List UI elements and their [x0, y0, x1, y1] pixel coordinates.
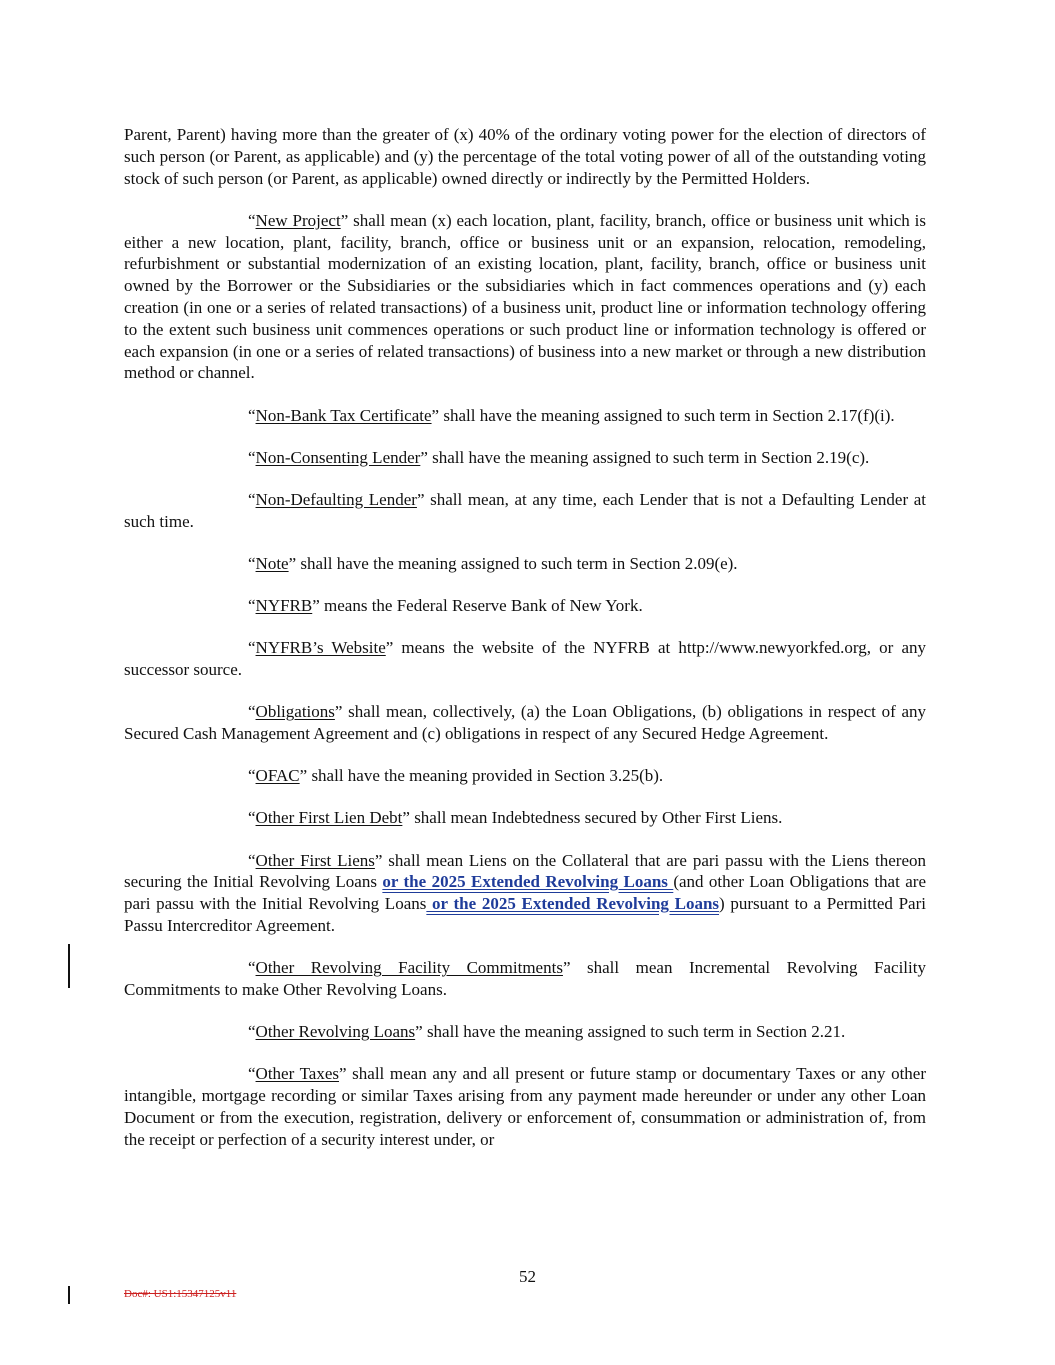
- definition-new-project: “New Project” shall mean (x) each location, plant, facility, branch, office or business unit which is either a new location, plant, facility, branch, office or business unit or an expansion, relocation, remodeling, refurbishment or substantial modernization of an existing location, plant, facility, branch, office or business unit owned by the Borrower or the Subsidiaries or the subsidiaries which in fact commences operations and (y) each creation (in one or a series of related transactions) of a business unit, product line or information technology offering to the extent such business unit commences operations or such product line or information technology is offered or each expansion (in one or a series of related transactions) of business into a new market or through a new distribution method or channel.: [124, 210, 926, 383]
- change-bar: [68, 1286, 70, 1304]
- defined-term: Other Revolving Loans: [255, 1022, 416, 1042]
- definition-other-taxes: “Other Taxes” shall mean any and all present or future stamp or documentary Taxes or any other intangible, mortgage recording or similar Taxes arising from any payment made hereunder or under any other Loan Document or from the execution, registration, delivery or enforcement of, consummation or administration of, from the receipt or perfection of a security interest under, or: [124, 1064, 926, 1149]
- definition-text: (and other Loan Obligations that are pari passu with the Initial Revolving Loans: [124, 872, 926, 914]
- defined-term: Non-Defaulting Lender: [255, 489, 417, 509]
- definition-text: shall have the meaning provided in Section 3.25(b).: [307, 766, 664, 786]
- definition-text: shall mean, collectively, (a) the Loan Obligations, (b) obligations in respect of any Secured Cash Management Agreement and (c) obligations in respect of any Secured Hedge Agreement.: [124, 702, 926, 744]
- definition-text: means the Federal Reserve Bank of New York.: [319, 596, 643, 616]
- definition-text: shall mean (x) each location, plant, facility, branch, office or business unit which is either a new location, plant, facility, branch, office or business unit or an expansion, relocation, remodeling, refurbishment or substantial modernization of an existing location, plant, facility, branch, office or business unit owned by the Borrower or the Subsidiaries or the subsidiaries which in fact commences operations and (y) each creation (in one or a series of related transactions) of a business unit, product line or information technology offering to the extent such business unit commences operations or such product line or information technology is offered or each expansion (in one or a series of related transactions) of business into a new market or through a new distribution method or channel.: [124, 210, 926, 383]
- definition-text: shall mean Liens on the Collateral that are pari passu with the Liens thereon securing the Initial Revolving Loans: [124, 850, 926, 892]
- definition-text: shall mean any and all present or future stamp or documentary Taxes or any other intangible, mortgage recording or similar Taxes arising from any payment made hereunder or under any other Loan Document or from the execution, registration, delivery or enforcement of, consummation or administration of, from the receipt or perfection of a security interest under, or: [124, 1064, 926, 1149]
- definition-non-consenting-lender: “Non-Consenting Lender” shall have the meaning assigned to such term in Section 2.19(c).: [248, 447, 870, 467]
- definition-text: means the website of the NYFRB at http://www.newyorkfed.org, or any successor source.: [124, 638, 927, 680]
- page-number: 52: [519, 1267, 536, 1286]
- document-id: Doc#: US1:15347125v11: [124, 1288, 237, 1300]
- definition-non-defaulting-lender: “Non-Defaulting Lender” shall mean, at any time, each Lender that is not a Defaulting Lender at such time.: [124, 489, 926, 531]
- definition-text: shall mean, at any time, each Lender that is not a Defaulting Lender at such time.: [124, 489, 926, 531]
- defined-term: New Project: [255, 210, 341, 230]
- definition-text: shall have the meaning assigned to such term in Section 2.17(f)(i).: [439, 405, 895, 425]
- defined-term: Other First Liens: [255, 850, 375, 870]
- defined-term: NYFRB’s Website: [255, 638, 386, 658]
- definition-text: ) pursuant to a Permitted Pari Passu Intercreditor Agreement.: [124, 894, 926, 936]
- definition-text: shall have the meaning assigned to such term in Section 2.09(e).: [296, 553, 738, 573]
- paragraph-text: Parent, Parent) having more than the greater of (x) 40% of the ordinary voting power for the election of directors of such person (or Parent, as applicable) and (y) the percentage of the total voting power of all of the outstanding voting stock of such person (or Parent, as applicable) owned directly or indirectly by the Permitted Holders.: [124, 125, 926, 188]
- definition-other-revolving-loans: “Other Revolving Loans” shall have the meaning assigned to such term in Section 2.21.: [248, 1022, 846, 1042]
- definition-other-first-lien-debt: “Other First Lien Debt” shall mean Indebtedness secured by Other First Liens.: [248, 808, 783, 828]
- defined-term: Non-Bank Tax Certificate: [255, 405, 432, 425]
- defined-term: OFAC: [255, 766, 300, 786]
- definition-note: “Note” shall have the meaning assigned to such term in Section 2.09(e).: [248, 553, 738, 573]
- document-body: [124, 124, 926, 1171]
- definition-obligations: “Obligations” shall mean, collectively, (a) the Loan Obligations, (b) obligations in respect of any Secured Cash Management Agreement and (c) obligations in respect of any Secured Hedge Agreement.: [124, 702, 926, 744]
- paragraph-continued: [124, 124, 926, 189]
- defined-term: NYFRB: [255, 596, 313, 616]
- defined-term: Obligations: [255, 702, 335, 722]
- defined-term: Non-Consenting Lender: [255, 447, 421, 467]
- tracked-insertion: or the 2025 Extended Revolving Loans: [382, 872, 674, 892]
- definition-text: shall have the meaning assigned to such term in Section 2.19(c).: [427, 447, 870, 467]
- defined-term: Other Revolving Facility Commitments: [255, 958, 563, 978]
- defined-term: Other Taxes: [255, 1064, 339, 1084]
- definition-non-bank-tax-certificate: “Non-Bank Tax Certificate” shall have the meaning assigned to such term in Section 2.17(f)(i).: [248, 405, 895, 425]
- change-bar: [68, 944, 70, 988]
- definition-text: shall have the meaning assigned to such term in Section 2.21.: [422, 1022, 846, 1042]
- defined-term: Other First Lien Debt: [255, 808, 403, 828]
- definition-nyfrb-website: “NYFRB’s Website” means the website of the NYFRB at http://www.newyorkfed.org, or any successor source.: [124, 638, 927, 680]
- tracked-insertion: or the 2025 Extended Revolving Loans: [426, 894, 720, 914]
- definition-ofac: “OFAC” shall have the meaning provided in Section 3.25(b).: [248, 766, 664, 786]
- definition-nyfrb: “NYFRB” means the Federal Reserve Bank of New York.: [248, 596, 643, 616]
- definition-text: shall mean Indebtedness secured by Other First Liens.: [409, 808, 783, 828]
- definition-other-first-liens: “Other First Liens” shall mean Liens on the Collateral that are pari passu with the Liens thereon securing the Initial Revolving Loans or the 2025 Extended Revolving Loans (and other Loan Obligations that are pari passu with the Initial Revolving Loans or the 2025 Extended Revolving Loans) pursuant to a Permitted Pari Passu Intercreditor Agreement.: [124, 850, 926, 936]
- definition-other-revolving-facility-commitments: “Other Revolving Facility Commitments” shall mean Incremental Revolving Facility Commitments to make Other Revolving Loans.: [124, 958, 926, 999]
- definition-text: shall mean Incremental Revolving Facility Commitments to make Other Revolving Loans.: [124, 958, 926, 999]
- defined-term: Note: [255, 553, 289, 573]
